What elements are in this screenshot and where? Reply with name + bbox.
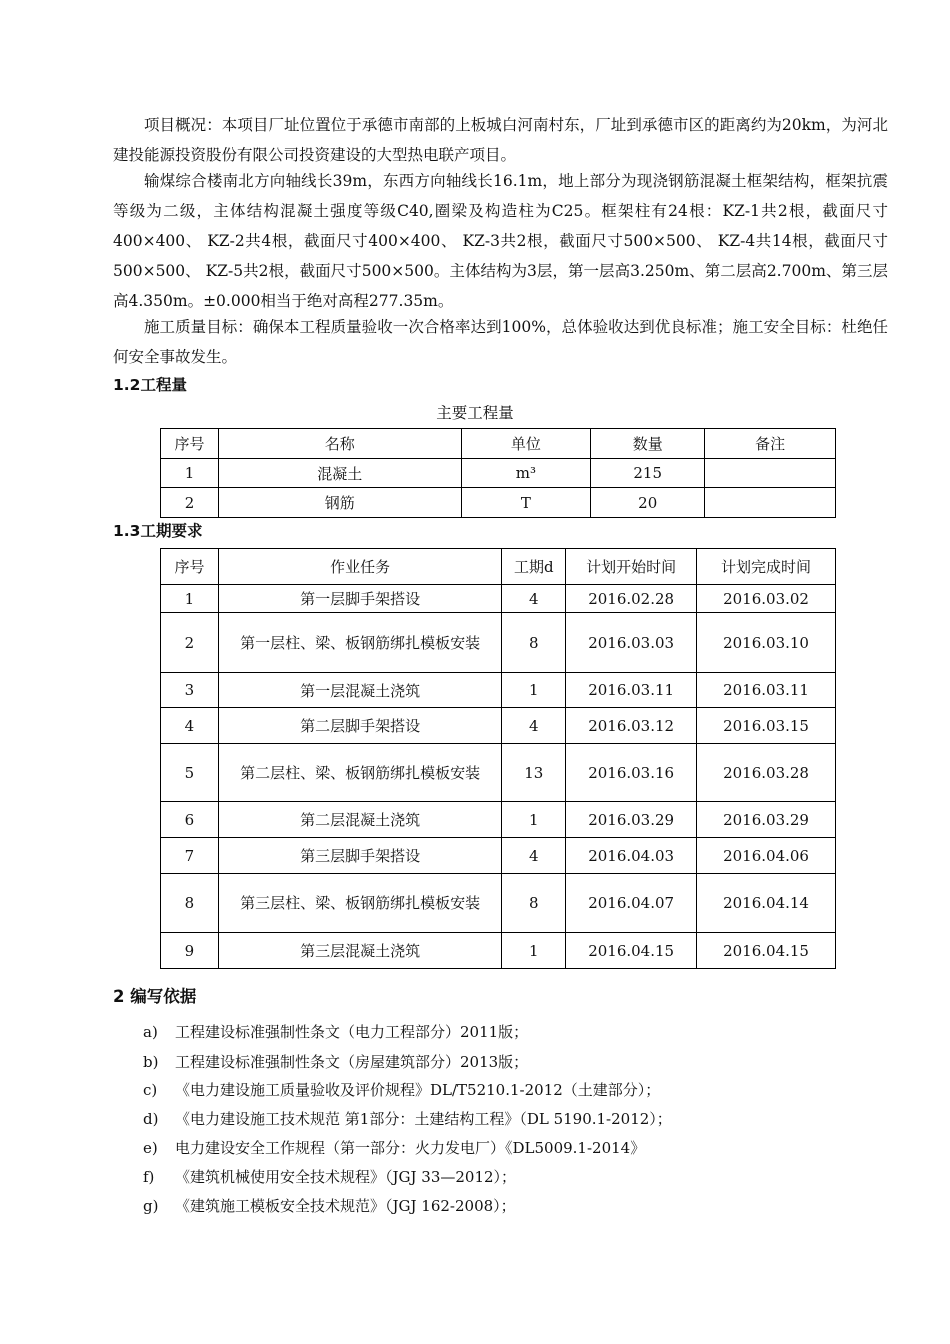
reference-marker: d) [143,1110,159,1128]
table-cell: 2016.03.02 [697,585,836,613]
reference-item [143,1021,528,1042]
table-cell: 8 [502,613,566,673]
reference-marker: e) [143,1139,158,1157]
table-cell [705,459,836,488]
quality-goal-paragraph: 施工质量目标：确保本工程质量验收一次合格率达到100%，总体验收达到优良标准；施工安全目标：杜绝任何安全事故发生。 [113,318,888,366]
reference-text: 《电力建设施工质量验收及评价规程》DL/T5210.1-2012（土建部分）； [175,1081,661,1099]
table-cell: 8 [502,874,566,933]
table-cell: 4 [502,585,566,613]
table-row [161,488,836,518]
table-cell: 2016.03.29 [697,802,836,838]
table-cell: 1 [161,459,219,488]
table-cell: 4 [502,838,566,874]
reference-item [143,1137,645,1158]
table-cell: 2016.03.15 [697,708,836,744]
header-cell: 计划开始时间 [566,549,697,585]
table-cell: 4 [161,708,219,744]
table-cell: 3 [161,673,219,708]
table-cell: 8 [161,874,219,933]
quantities-table [160,428,836,518]
table-cell: 2016.04.15 [697,933,836,969]
reference-text: 工程建设标准强制性条文（房屋建筑部分）2013版； [175,1053,529,1071]
table-row [161,838,836,874]
reference-marker: b) [143,1053,159,1071]
table-row [161,744,836,802]
table-cell: 13 [502,744,566,802]
table-cell: 2016.03.10 [697,613,836,673]
header-cell: 名称 [218,429,461,459]
table-cell: T [461,488,591,518]
reference-item [143,1079,660,1100]
reference-marker: a) [143,1023,158,1041]
schedule-table [160,548,836,969]
table-cell: m³ [461,459,591,488]
table-cell: 2016.03.29 [566,802,697,838]
section-heading-basis: 2 编写依据 [113,987,197,1006]
table-cell: 2016.03.12 [566,708,697,744]
header-cell: 工期d [502,549,566,585]
table-cell: 2016.04.06 [697,838,836,874]
table-row [161,673,836,708]
header-cell: 计划完成时间 [697,549,836,585]
table-cell: 6 [161,802,219,838]
reference-marker: g) [143,1197,159,1215]
table-cell: 1 [502,673,566,708]
header-cell: 备注 [705,429,836,459]
table-row [161,802,836,838]
table-cell: 5 [161,744,219,802]
table-row [161,585,836,613]
table-cell: 2 [161,613,219,673]
header-cell: 单位 [461,429,591,459]
table-caption-quantities: 主要工程量 [436,404,514,422]
section-heading-quantities: 1.2工程量 [113,376,187,394]
table-row [161,708,836,744]
table-cell [705,488,836,518]
reference-text: 工程建设标准强制性条文（电力工程部分）2011版； [175,1023,529,1041]
table-cell: 2 [161,488,219,518]
table-cell: 7 [161,838,219,874]
reference-text: 电力建设安全工作规程（第一部分：火力发电厂）《DL5009.1-2014》 [175,1139,646,1157]
header-cell: 序号 [161,549,219,585]
table-header-row [161,549,836,585]
table-header-row [161,429,836,459]
table-cell: 2016.03.28 [697,744,836,802]
table-cell: 第二层混凝土浇筑 [218,802,501,838]
reference-text: 《建筑机械使用安全技术规程》（JGJ 33—2012）； [175,1168,517,1186]
reference-text: 《电力建设施工技术规范 第1部分：土建结构工程》（DL 5190.1-2012）； [175,1110,672,1128]
table-cell: 钢筋 [218,488,461,518]
section-heading-schedule: 1.3工期要求 [113,522,203,540]
table-cell: 1 [502,802,566,838]
table-cell: 20 [591,488,705,518]
reference-text: 《建筑施工模板安全技术规范》（JGJ 162-2008）； [175,1197,516,1215]
header-cell: 数量 [591,429,705,459]
table-cell: 2016.04.03 [566,838,697,874]
table-cell: 2016.03.03 [566,613,697,673]
reference-marker: f) [143,1168,155,1186]
table-row [161,874,836,933]
reference-marker: c) [143,1081,158,1099]
header-cell: 作业任务 [218,549,501,585]
table-row [161,933,836,969]
table-cell: 混凝土 [218,459,461,488]
table-row [161,613,836,673]
table-cell: 2016.04.15 [566,933,697,969]
table-cell: 9 [161,933,219,969]
table-cell: 2016.04.07 [566,874,697,933]
table-cell: 第一层柱、梁、板钢筋绑扎模板安装 [218,613,501,673]
table-cell: 2016.02.28 [566,585,697,613]
table-cell: 第三层混凝土浇筑 [218,933,501,969]
table-cell: 2016.04.14 [697,874,836,933]
table-cell: 第二层脚手架搭设 [218,708,501,744]
table-cell: 第一层脚手架搭设 [218,585,501,613]
table-row [161,459,836,488]
project-overview-paragraph: 项目概况：本项目厂址位置位于承德市南部的上板城白河南村东，厂址到承德市区的距离约为20km，为河北建投能源投资股份有限公司投资建设的大型热电联产项目。 [113,116,888,164]
table-cell: 1 [161,585,219,613]
table-cell: 2016.03.11 [697,673,836,708]
header-cell: 序号 [161,429,219,459]
reference-item [143,1195,516,1216]
table-cell: 第一层混凝土浇筑 [218,673,501,708]
structure-description-paragraph: 输煤综合楼南北方向轴线长39m，东西方向轴线长16.1m，地上部分为现浇钢筋混凝土框架结构，框架抗震等级为二级，主体结构混凝土强度等级C40,圈梁及构造柱为C25。框架柱有24根：KZ-1共2根，截面尺寸400×400、 KZ-2共4根，截面尺寸400×400、 KZ-3共2根，截面尺寸500×500、 KZ-4共14根，截面尺寸500×500、 KZ-5共2根，截面尺寸500×500。主体结构为3层，第一层高3.250m、第二层高2.700m、第三层高4.350m。±0.000相当于绝对高程277.35m。 [113,172,888,310]
table-cell: 第二层柱、梁、板钢筋绑扎模板安装 [218,744,501,802]
table-cell: 第三层柱、梁、板钢筋绑扎模板安装 [218,874,501,933]
reference-item [143,1051,528,1072]
reference-item [143,1166,516,1187]
reference-item [143,1108,672,1129]
table-cell: 4 [502,708,566,744]
table-cell: 215 [591,459,705,488]
table-cell: 2016.03.11 [566,673,697,708]
table-cell: 1 [502,933,566,969]
table-cell: 第三层脚手架搭设 [218,838,501,874]
table-cell: 2016.03.16 [566,744,697,802]
